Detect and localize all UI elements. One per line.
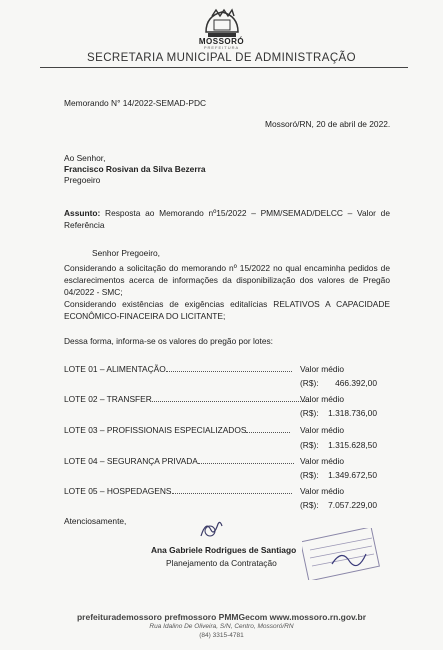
footer-address: Rua Idalino De Oliveira, S/N, Centro, Mossoró/RN — [149, 623, 294, 630]
brand-subtitle: PREFEITURA — [203, 45, 240, 50]
lote-value: 1.315.628,50 — [328, 440, 377, 450]
lote-value-label: Valor médio — [300, 456, 345, 466]
subject-text: Resposta ao Memorando nº15/2022 – PMM/SEMAD/DELCC – Valor de Referência — [64, 208, 390, 230]
lote-value-label: Valor médio — [300, 425, 345, 435]
lote-name: LOTE 05 – HOSPEDAGENS — [64, 486, 292, 496]
salutation-to: Ao Senhor, — [64, 153, 106, 163]
lote-name: LOTE 01 – ALIMENTAÇÃO — [64, 364, 292, 374]
lote-value-label: Valor médio — [300, 364, 345, 374]
subject-label: Assunto: — [64, 208, 101, 218]
lote-value: 1.318.736,00 — [328, 408, 377, 418]
brand-name: MOSSORÓ — [198, 37, 245, 46]
signature-icon — [198, 516, 224, 542]
paragraph-3: Dessa forma, informa-se os valores do pregão por lotes: — [64, 336, 274, 346]
lote-currency: (R$): — [300, 470, 319, 480]
lote-name: LOTE 04 – SEGURANÇA PRIVADA — [64, 456, 294, 466]
lote-value-label: Valor médio — [300, 394, 345, 404]
subject — [64, 207, 390, 231]
greeting: Senhor Pregoeiro, — [92, 248, 160, 258]
receipt-stamp-icon — [302, 528, 380, 580]
recipient-role: Pregoeiro — [64, 175, 101, 185]
lote-name: LOTE 02 – TRANSFER — [64, 394, 311, 404]
lote-currency: (R$): — [300, 440, 319, 450]
paragraph-1: Considerando a solicitação do memorando nº 15/2022 no qual encaminha pedidos de esclarecimentos acerca de informações da disponibilização dos valores de Pregão 04/2022 - SMC; — [64, 263, 390, 297]
lote-currency: (R$): — [300, 408, 319, 418]
lote-currency: (R$): — [300, 378, 319, 388]
lote-name: LOTE 03 – PROFISSIONAIS ESPECIALIZADOS — [64, 425, 290, 435]
paragraph-2: Considerando existências de exigências editalícias RELATIVOS A CAPACIDADE ECONÔMICO-FINACEIRA DO LICITANTE; — [64, 299, 390, 321]
department-title: SECRETARIA MUNICIPAL DE ADMINISTRAÇÃO — [87, 52, 356, 64]
lote-value-label: Valor médio — [300, 486, 345, 496]
header-divider — [40, 67, 408, 68]
memo-number: Memorando N° 14/2022-SEMAD-PDC — [64, 98, 207, 108]
city-crest-icon — [200, 6, 244, 40]
footer-phone: (84) 3315-4781 — [199, 632, 244, 639]
lote-value: 466.392,00 — [335, 378, 377, 388]
recipient-name: Francisco Rosivan da Silva Bezerra — [64, 164, 206, 174]
lote-value: 1.349.672,50 — [328, 470, 377, 480]
signer-name: Ana Gabriele Rodrigues de Santiago — [151, 545, 297, 555]
memo-date: Mossoró/RN, 20 de abril de 2022. — [265, 119, 391, 129]
lote-currency: (R$): — [300, 500, 319, 510]
closing: Atenciosamente, — [64, 516, 127, 526]
footer-social-links: prefeituradem​ossoro prefmossoro PMMGecom www.mossoro.rn.gov.br — [76, 612, 367, 622]
signer-role: Planejamento da Contratação — [166, 558, 277, 568]
lote-value: 7.057.229,00 — [328, 500, 377, 510]
